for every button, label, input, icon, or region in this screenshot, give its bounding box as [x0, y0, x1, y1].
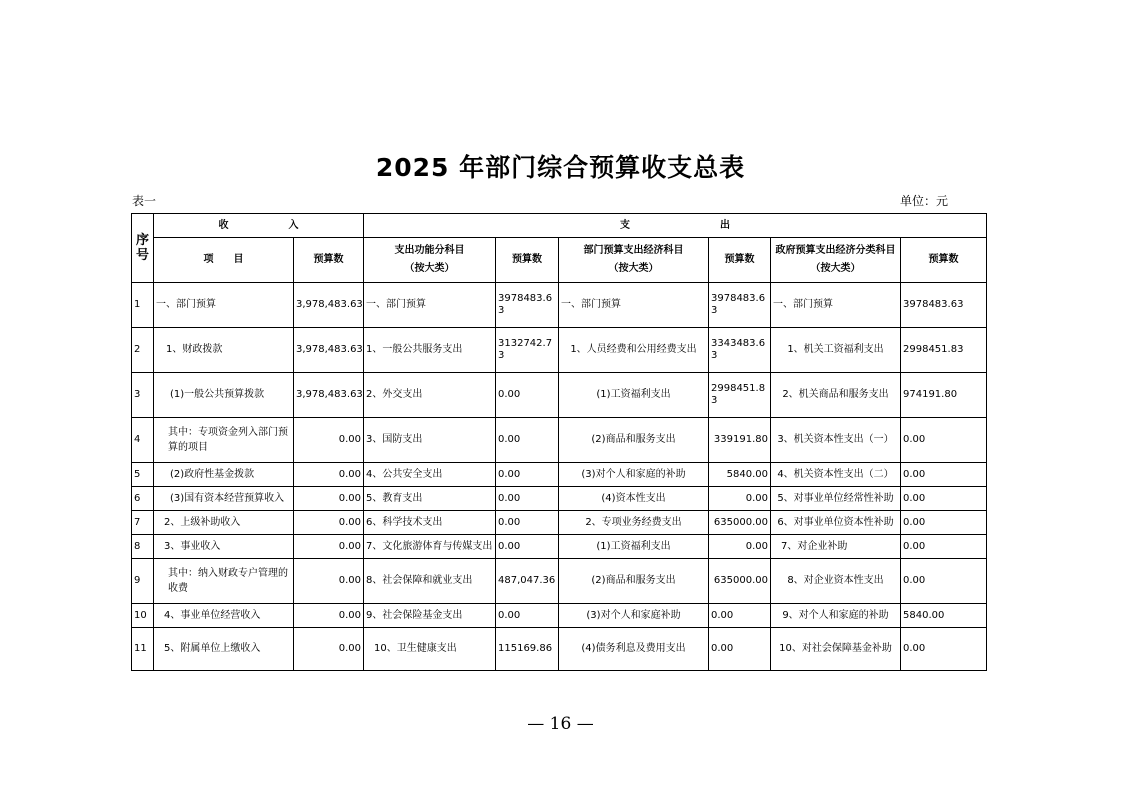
income-amount-header: 预算数 [294, 238, 364, 283]
row-dept: 一、部门预算 [559, 283, 709, 328]
row-seq: 11 [132, 628, 154, 671]
table-row [132, 628, 987, 671]
row-dept: (3)对个人和家庭补助 [559, 604, 709, 628]
table-row [132, 559, 987, 604]
row-income-amount: 0.00 [294, 487, 364, 511]
row-income-amount: 3,978,483.63 [294, 283, 364, 328]
document-title: 2025 年部门综合预算收支总表 [375, 153, 746, 182]
row-gov-amount: 0.00 [901, 418, 987, 463]
row-func-amount: 0.00 [496, 373, 559, 418]
table-row [132, 328, 987, 373]
row-income-amount: 3,978,483.63 [294, 328, 364, 373]
func-class-subtitle: （按大类） [404, 263, 455, 274]
row-gov-amount: 0.00 [901, 535, 987, 559]
row-income-amount: 0.00 [294, 418, 364, 463]
table-row [132, 283, 987, 328]
row-dept-amount: 0.00 [709, 604, 771, 628]
row-seq: 1 [132, 283, 154, 328]
table-row [132, 487, 987, 511]
row-gov-amount: 974191.80 [901, 373, 987, 418]
row-seq: 6 [132, 487, 154, 511]
row-dept: (4)资本性支出 [559, 487, 709, 511]
row-func-amount: 115169.86 [496, 628, 559, 671]
row-item: 1、财政拨款 [154, 328, 294, 373]
unit-label: 单位：元 [900, 194, 949, 208]
row-func-amount: 0.00 [496, 535, 559, 559]
row-gov: 8、对企业资本性支出 [771, 559, 901, 604]
amount1-header: 预算数 [496, 238, 559, 283]
table-row [132, 463, 987, 487]
table-row [132, 373, 987, 418]
row-seq: 7 [132, 511, 154, 535]
gov-econ-subtitle: （按大类） [810, 263, 861, 274]
row-func-amount: 0.00 [496, 463, 559, 487]
table-row [132, 604, 987, 628]
row-gov: 2、机关商品和服务支出 [771, 373, 901, 418]
row-item: 一、部门预算 [154, 283, 294, 328]
table-label: 表一 [132, 194, 157, 208]
row-dept: 1、人员经费和公用经费支出 [559, 328, 709, 373]
row-item: 4、事业单位经营收入 [154, 604, 294, 628]
row-seq: 8 [132, 535, 154, 559]
row-dept-amount: 5840.00 [709, 463, 771, 487]
row-gov-amount: 3978483.63 [901, 283, 987, 328]
row-func-amount: 3978483.63 [496, 283, 559, 328]
row-dept-amount: 0.00 [709, 487, 771, 511]
row-income-amount: 0.00 [294, 559, 364, 604]
row-dept-amount: 0.00 [709, 535, 771, 559]
row-func: 3、国防支出 [364, 418, 496, 463]
row-dept-amount: 3978483.63 [709, 283, 771, 328]
amount2-header: 预算数 [709, 238, 771, 283]
row-gov: 7、对企业补助 [771, 535, 901, 559]
row-gov: 一、部门预算 [771, 283, 901, 328]
row-income-amount: 0.00 [294, 463, 364, 487]
row-dept: (1)工资福利支出 [559, 373, 709, 418]
row-gov: 4、机关资本性支出（二） [771, 463, 901, 487]
row-item: (3)国有资本经营预算收入 [154, 487, 294, 511]
row-dept: (1)工资福利支出 [559, 535, 709, 559]
row-func: 一、部门预算 [364, 283, 496, 328]
row-gov-amount: 0.00 [901, 463, 987, 487]
row-dept: (4)债务利息及费用支出 [559, 628, 709, 671]
dept-econ-header [559, 238, 709, 283]
row-gov-amount: 0.00 [901, 559, 987, 604]
row-item: (2)政府性基金拨款 [154, 463, 294, 487]
row-item: 3、事业收入 [154, 535, 294, 559]
row-dept: 2、专项业务经费支出 [559, 511, 709, 535]
row-seq: 9 [132, 559, 154, 604]
row-item: 5、附属单位上缴收入 [154, 628, 294, 671]
row-func: 4、公共安全支出 [364, 463, 496, 487]
row-func: 1、一般公共服务支出 [364, 328, 496, 373]
page-number: — 16 — [527, 714, 594, 734]
row-seq: 5 [132, 463, 154, 487]
row-gov-amount: 5840.00 [901, 604, 987, 628]
row-func: 9、社会保险基金支出 [364, 604, 496, 628]
income-header: 收 入 [154, 214, 364, 238]
row-gov-amount: 0.00 [901, 628, 987, 671]
budget-summary-table [131, 213, 987, 671]
row-func-amount: 0.00 [496, 487, 559, 511]
table-row [132, 535, 987, 559]
amount3-header: 预算数 [901, 238, 987, 283]
row-dept: (2)商品和服务支出 [559, 418, 709, 463]
row-item: 其中：纳入财政专户管理的收费 [154, 559, 294, 604]
row-func: 2、外交支出 [364, 373, 496, 418]
gov-econ-title: 政府预算支出经济分类科目 [775, 245, 896, 256]
row-item: 2、上级补助收入 [154, 511, 294, 535]
row-seq: 2 [132, 328, 154, 373]
row-func-amount: 0.00 [496, 604, 559, 628]
row-gov: 6、对事业单位资本性补助 [771, 511, 901, 535]
expense-header: 支 出 [364, 214, 987, 238]
gov-econ-header [771, 238, 901, 283]
row-gov: 9、对个人和家庭的补助 [771, 604, 901, 628]
row-func-amount: 0.00 [496, 418, 559, 463]
func-class-title: 支出功能分科目 [394, 245, 465, 256]
row-item: 其中：专项资金列入部门预算的项目 [154, 418, 294, 463]
row-func-amount: 3132742.73 [496, 328, 559, 373]
row-income-amount: 0.00 [294, 535, 364, 559]
row-gov-amount: 0.00 [901, 511, 987, 535]
row-dept-amount: 3343483.63 [709, 328, 771, 373]
row-income-amount: 3,978,483.63 [294, 373, 364, 418]
row-func: 6、科学技术支出 [364, 511, 496, 535]
row-item: (1)一般公共预算拨款 [154, 373, 294, 418]
row-gov: 1、机关工资福利支出 [771, 328, 901, 373]
row-func-amount: 487,047.36 [496, 559, 559, 604]
row-func-amount: 0.00 [496, 511, 559, 535]
item-header: 项 目 [154, 238, 294, 283]
row-income-amount: 0.00 [294, 511, 364, 535]
row-func: 8、社会保障和就业支出 [364, 559, 496, 604]
row-seq: 3 [132, 373, 154, 418]
row-dept-amount: 0.00 [709, 628, 771, 671]
row-func: 5、教育支出 [364, 487, 496, 511]
row-gov: 5、对事业单位经常性补助 [771, 487, 901, 511]
row-dept: (3)对个人和家庭的补助 [559, 463, 709, 487]
table-row [132, 418, 987, 463]
row-income-amount: 0.00 [294, 604, 364, 628]
row-gov-amount: 0.00 [901, 487, 987, 511]
row-func: 7、文化旅游体育与传媒支出 [364, 535, 496, 559]
dept-econ-subtitle: （按大类） [608, 263, 659, 274]
row-income-amount: 0.00 [294, 628, 364, 671]
row-dept-amount: 2998451.83 [709, 373, 771, 418]
header-row-2 [132, 238, 987, 283]
row-seq: 4 [132, 418, 154, 463]
dept-econ-title: 部门预算支出经济科目 [583, 245, 684, 256]
row-dept-amount: 339191.80 [709, 418, 771, 463]
table-row [132, 511, 987, 535]
row-func: 10、卫生健康支出 [364, 628, 496, 671]
seq-header: 序号 [132, 214, 154, 283]
row-dept-amount: 635000.00 [709, 511, 771, 535]
row-gov: 3、机关资本性支出（一） [771, 418, 901, 463]
row-dept-amount: 635000.00 [709, 559, 771, 604]
row-gov-amount: 2998451.83 [901, 328, 987, 373]
func-class-header [364, 238, 496, 283]
row-gov: 10、对社会保障基金补助 [771, 628, 901, 671]
row-dept: (2)商品和服务支出 [559, 559, 709, 604]
row-seq: 10 [132, 604, 154, 628]
header-row-1 [132, 214, 987, 238]
